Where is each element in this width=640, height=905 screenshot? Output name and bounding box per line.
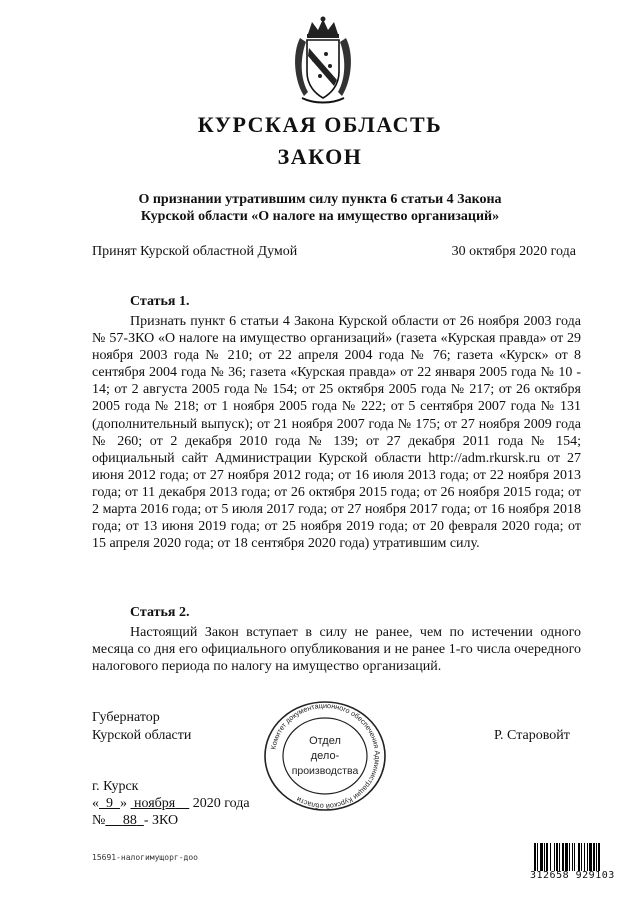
file-footnote: 15691-налогимущорг-доо xyxy=(92,853,198,862)
article-heading: Статья 1. xyxy=(130,294,190,309)
date-year: 2020 года xyxy=(192,796,250,811)
barcode-icon xyxy=(534,843,624,871)
date-month: ноября xyxy=(134,796,176,811)
enactment-date xyxy=(92,796,250,812)
stamp-text: Отдел xyxy=(309,735,341,747)
barcode-number: 312658 929103 xyxy=(530,870,615,881)
document-subject-line: О признании утратившим силу пункта 6 статьи 4 Закона xyxy=(138,192,502,207)
office-stamp xyxy=(262,700,388,812)
adoption-date: 30 октября 2020 года xyxy=(451,244,576,259)
law-number xyxy=(92,813,178,829)
date-day: 9 xyxy=(106,796,113,811)
article-body: Настоящий Закон вступает в силу не ранее, чем по истечении одного месяца со дня его официального опубликования и не ранее 1-го числа очередного налогового периода по налогу на имущество организаций. xyxy=(92,625,581,675)
signatory-title: Губернатор xyxy=(92,710,160,725)
date-quote-close: » xyxy=(120,796,127,811)
signatory-name: Р. Старовойт xyxy=(494,728,570,743)
region-title: КУРСКАЯ ОБЛАСТЬ xyxy=(197,112,443,137)
stamp-ring-text: Комитет документационного обеспечения Администрации Курской области xyxy=(268,700,383,812)
signatory-title: Курской области xyxy=(92,728,192,743)
stamp-text: производства xyxy=(291,765,359,777)
document-type-title: ЗАКОН xyxy=(277,144,363,169)
stamp-text: дело- xyxy=(310,750,340,762)
article-heading: Статья 2. xyxy=(130,605,190,620)
number-suffix: - ЗКО xyxy=(143,813,179,828)
article-body: Признать пункт 6 статьи 4 Закона Курской области от 26 ноября 2003 года № 57-ЗКО «О налоге на имущество организаций» (газета «Курская правда» от 29 ноября 2003 года № 210; от 22 апреля 2004 года № 76; газета «Курск» от 8 сентября 2004 года № 36; газета «Курская правда» от 22 января 2005 года № 10 - 14; от 2 августа 2005 года № 154; от 25 октября 2005 года № 217; от 26 октября 2005 года № 218; от 1 ноября 2005 года № 222; от 5 сентября 2007 года № 131 (дополнительный выпуск); от 21 ноября 2007 года № 175; от 27 ноября 2009 года № 260; от 2 декабря 2010 года № 139; от 27 декабря 2011 года № 154; официальный сайт Администрации Курской области http://adm.rkursk.ru от 27 июня 2012 года; от 27 ноября 2012 года; от 16 июля 2013 года; от 22 ноября 2013 года; от 11 декабря 2013 года; от 26 октября 2015 года; от 26 ноября 2015 года; от 2 марта 2016 года; от 5 июля 2017 года; от 27 ноября 2017 года; от 16 ноября 2018 года; от 13 июня 2019 года; от 25 ноября 2019 года; от 20 февраля 2020 года; от 15 апреля 2020 года; от 18 сентября 2020 года) утратившим силу. xyxy=(92,314,581,552)
number-value: 88 xyxy=(122,813,137,828)
document-subject-line: Курской области «О налоге на имущество организаций» xyxy=(140,209,500,224)
coat-of-arms-icon xyxy=(290,14,356,106)
date-quote-open: « xyxy=(92,796,99,811)
number-prefix: № xyxy=(92,813,106,828)
adopted-by-text: Принят Курской областной Думой xyxy=(92,244,298,259)
enactment-place: г. Курск xyxy=(92,779,139,794)
